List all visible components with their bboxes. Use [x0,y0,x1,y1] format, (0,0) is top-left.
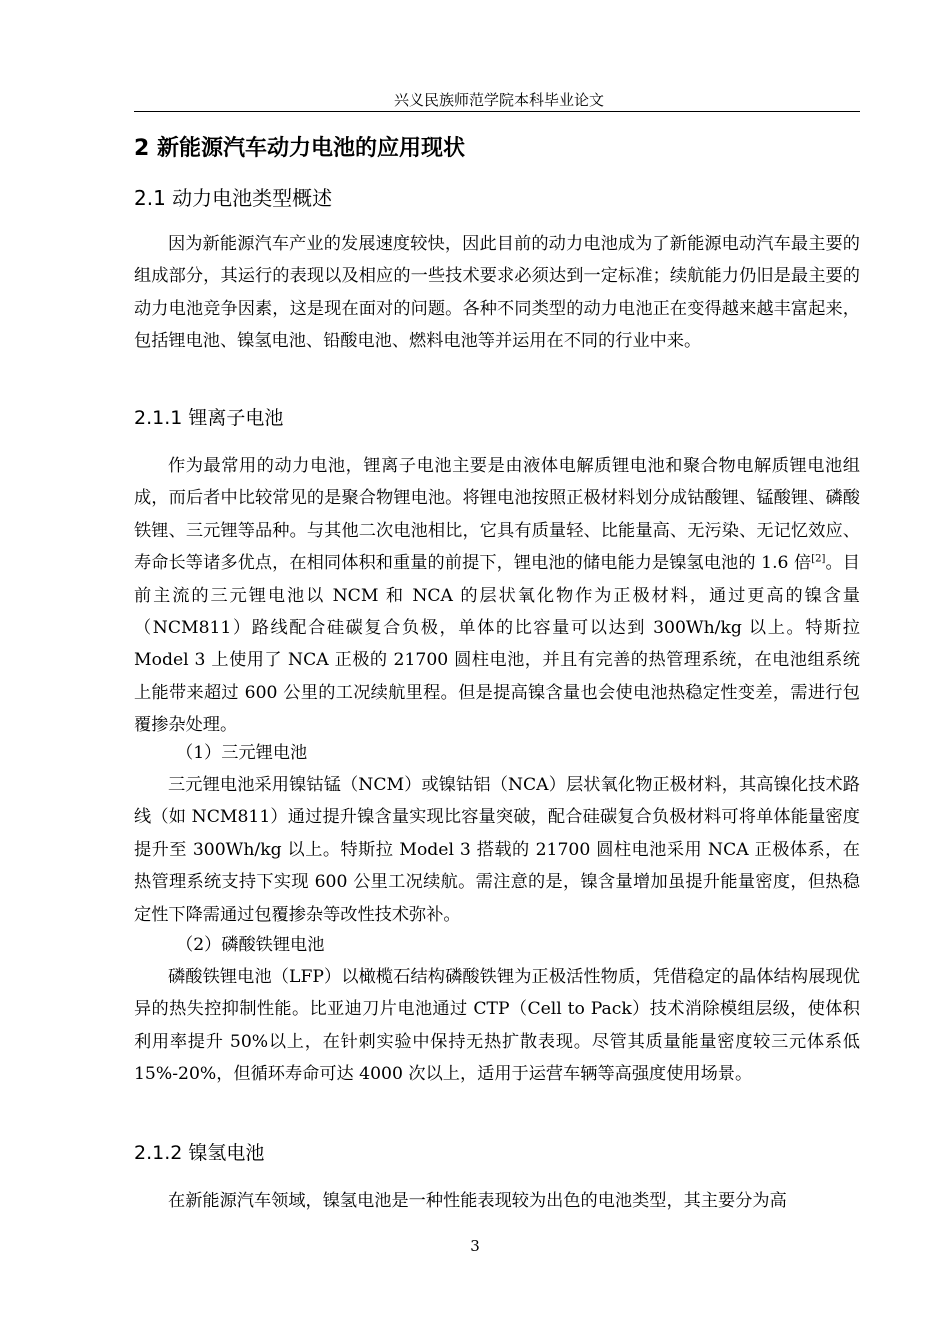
ternary-paragraph: 三元锂电池采用镍钴锰（NCM）或镍钴铝（NCA）层状氧化物正极材料，其高镍化技术路线（如 NCM811）通过提升镍含量实现比容量突破，配合硅碳复合负极材料可将单体能量密度提升至 300Wh/kg 以上。特斯拉 Model 3 搭载的 21700 圆柱电池采用 NCA 正极体系，在热管理系统支持下实现 600 公里工况续航。需注意的是，镍含量增加虽提升能量密度，但热稳定性下降需通过包覆掺杂等改性技术弥补。 [134,775,860,925]
liion-text-part1: 作为最常用的动力电池，锂离子电池主要是由液体电解质锂电池和聚合物电解质锂电池组成，而后者中比较常见的是聚合物锂电池。将锂电池按照正极材料划分成钴酸锂、锰酸锂、磷酸铁锂、三元锂等品种。与其他二次电池相比，它具有质量轻、比能量高、无污染、无记忆效应、寿命长等诸多优点，在相同体积和重量的前提下，锂电池的储电能力是镍氢电池的 1.6 倍 [134,456,860,574]
liion-paragraph [134,450,860,742]
page-number: 3 [470,1237,480,1255]
chapter-heading: 2 新能源汽车动力电池的应用现状 [134,136,465,161]
label-ternary: （1）三元锂电池 [176,743,308,763]
citation-marker: [2] [811,553,826,565]
running-header: 兴义民族师范学院本科毕业论文 [393,91,604,109]
nimh-paragraph: 在新能源汽车领域，镍氢电池是一种性能表现较为出色的电池类型，其主要分为高 [168,1191,787,1211]
header-rule [134,111,860,112]
section-heading: 2.1 动力电池类型概述 [134,186,333,210]
subsection-heading-nimh: 2.1.2 镍氢电池 [134,1142,265,1164]
liion-text-part2: 。目前主流的三元锂电池以 NCM 和 NCA 的层状氧化物作为正极材料，通过更高的镍含量（NCM811）路线配合硅碳复合负极，单体的比容量可以达到 300Wh/kg 以上。特斯拉 Model 3 上使用了 NCA 正极的 21700 圆柱电池，并且有完善的热管理系统，在电池组系统上能带来超过 600 公里的工况续航里程。但是提高镍含量也会使电池热稳定性变差，需进行包覆掺杂处理。 [134,553,860,736]
subsection-heading-liion: 2.1.1 锂离子电池 [134,407,284,429]
lfp-paragraph: 磷酸铁锂电池（LFP）以橄榄石结构磷酸铁锂为正极活性物质，凭借稳定的晶体结构展现优异的热失控抑制性能。比亚迪刀片电池通过 CTP（Cell to Pack）技术消除模组层级，使体积利用率提升 50%以上，在针刺实验中保持无热扩散表现。尽管其质量能量密度较三元体系低 15%-20%，但循环寿命可达 4000 次以上，适用于运营车辆等高强度使用场景。 [134,967,860,1085]
intro-paragraph: 因为新能源汽车产业的发展速度较快，因此目前的动力电池成为了新能源电动汽车最主要的组成部分，其运行的表现以及相应的一些技术要求必须达到一定标准；续航能力仍旧是最主要的动力电池竞争因素，这是现在面对的问题。各种不同类型的动力电池正在变得越来越丰富起来，包括锂电池、镍氢电池、铅酸电池、燃料电池等并运用在不同的行业中来。 [134,234,860,352]
label-lfp: （2）磷酸铁锂电池 [176,935,325,955]
